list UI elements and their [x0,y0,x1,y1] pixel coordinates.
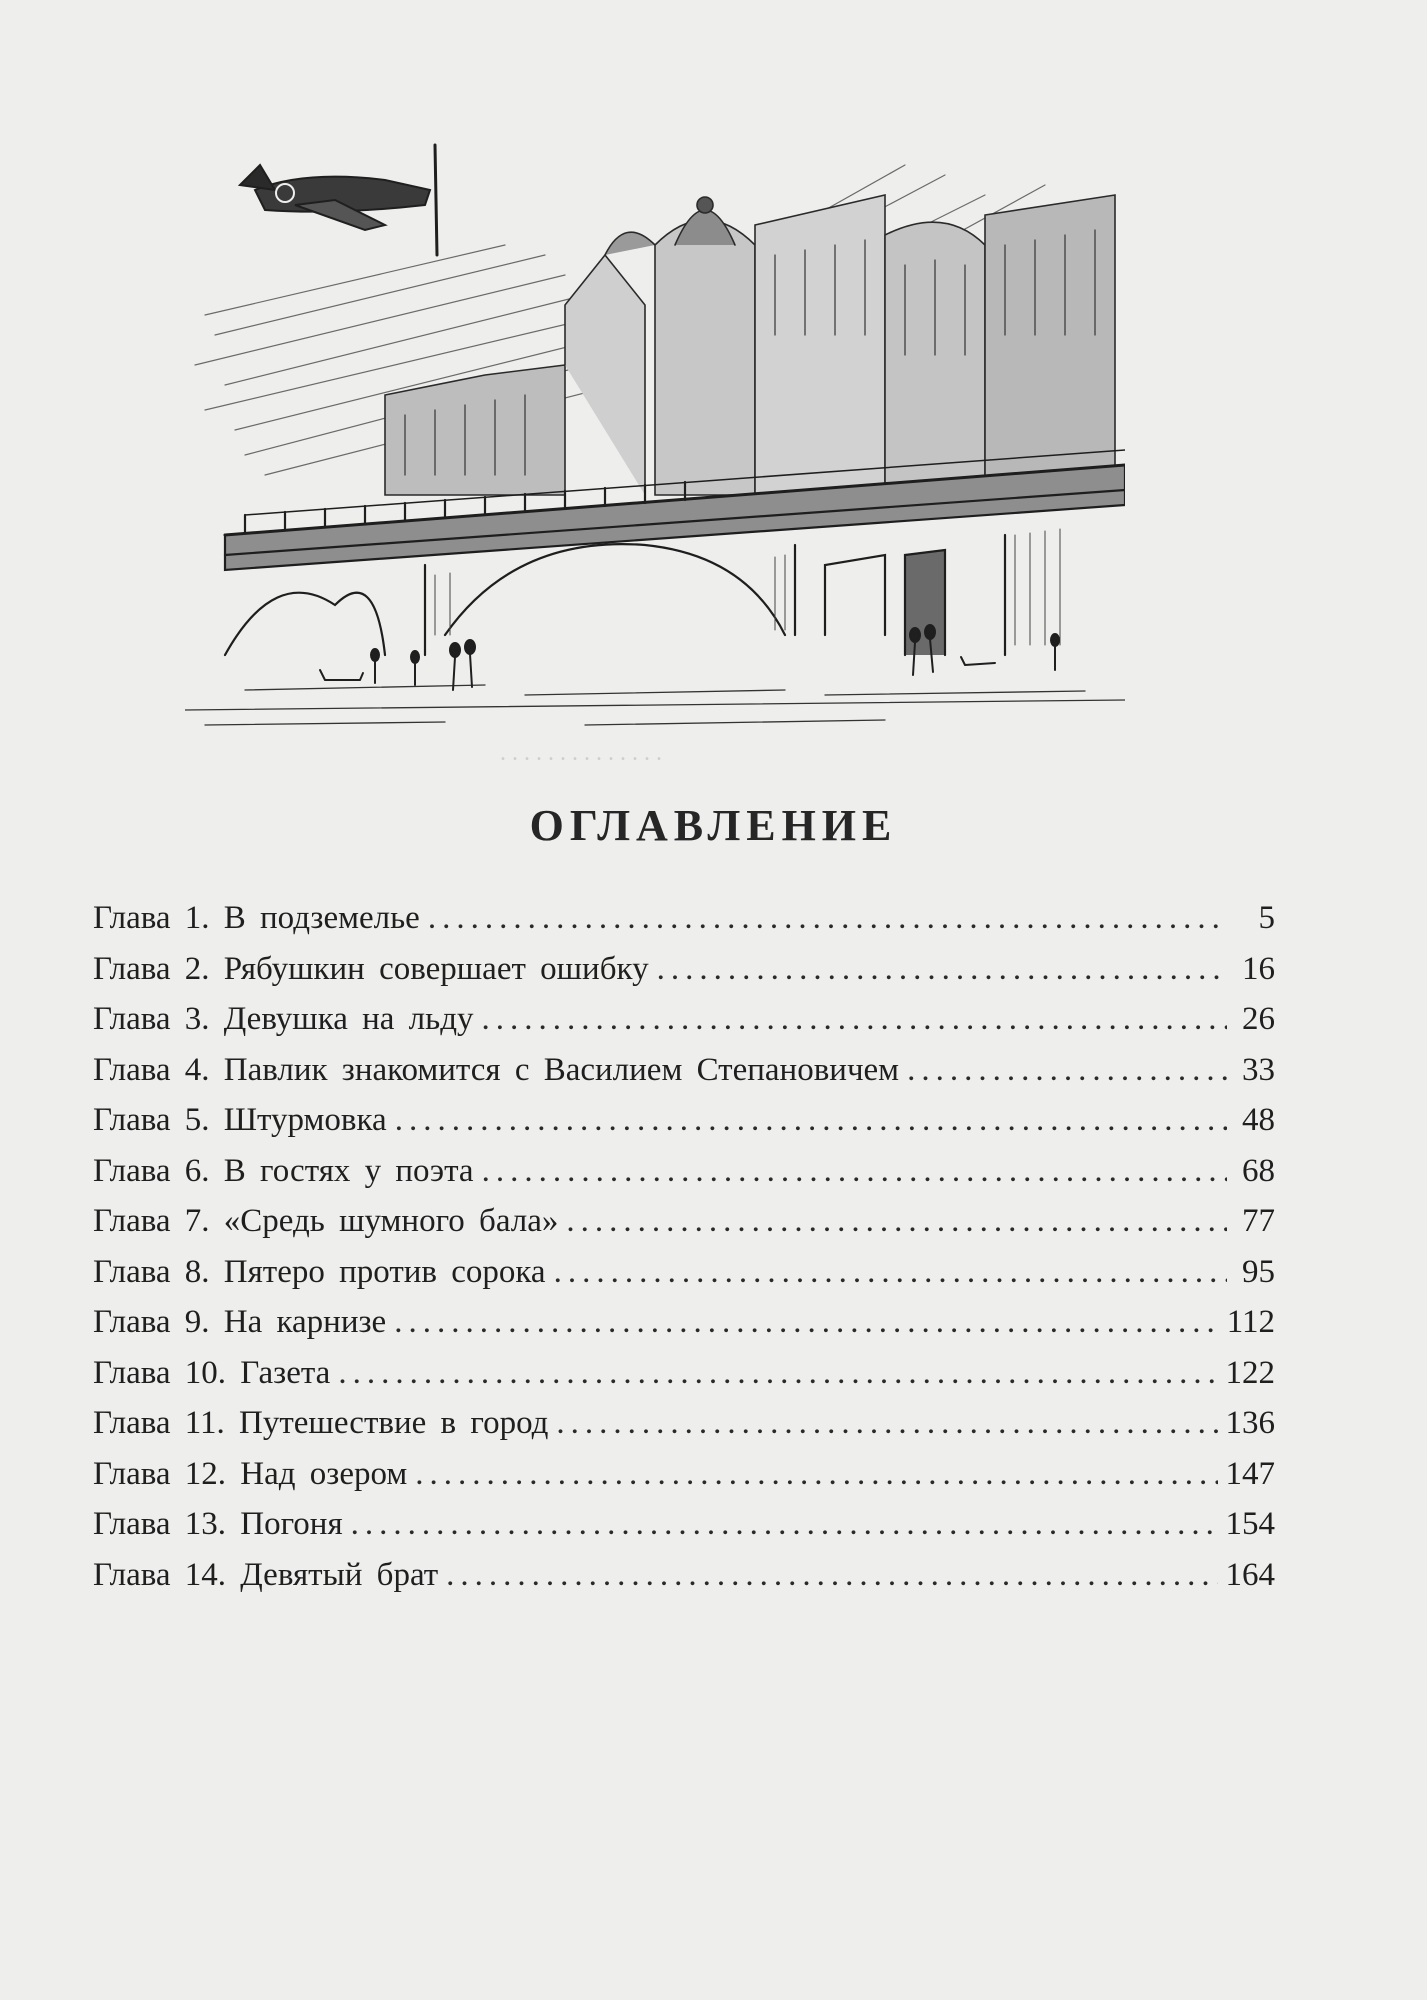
dot-leader [657,951,1227,988]
chapter-title: Газета [240,1354,331,1391]
dot-leader [338,1355,1217,1392]
page-number: 164 [1225,1556,1275,1593]
chapter-title: Путешествие в город [239,1405,549,1441]
chapter-title: Погоня [240,1506,343,1542]
toc-entry [93,1153,1275,1204]
page-number: 122 [1225,1354,1275,1391]
toc-entry [93,1506,1275,1557]
dot-leader [394,1304,1219,1341]
toc-entry [93,1203,1275,1254]
chapter-title: На карнизе [223,1304,387,1340]
page-number: 112 [1226,1304,1275,1340]
page-number: 48 [1242,1102,1275,1138]
dot-leader [415,1456,1217,1493]
toc-entry [93,900,1275,951]
toc-entry [93,1254,1275,1305]
toc-entry [93,1304,1275,1355]
chapter-title: В гостях у поэта [223,1152,474,1189]
page-number: 16 [1242,950,1275,987]
dot-leader [907,1052,1227,1089]
chapter-title: «Средь шумного бала» [223,1203,559,1239]
page-number: 77 [1242,1203,1275,1239]
page-title: ОГЛАВЛЕНИЕ [529,801,898,850]
page-number: 33 [1242,1051,1275,1088]
chapter-title: Над озером [240,1455,408,1492]
chapter-number: Глава 8. [93,1253,210,1290]
toc-entry [93,1052,1275,1103]
page-number: 154 [1225,1506,1275,1542]
chapter-number: Глава 12. [93,1455,227,1492]
dot-leader [482,1153,1227,1190]
toc-entry [93,1456,1275,1507]
chapter-number: Глава 6. [93,1152,210,1189]
chapter-number: Глава 11. [93,1405,225,1441]
chapter-title: Пятеро против сорока [223,1253,546,1290]
dot-leader [428,900,1227,937]
chapter-number: Глава 13. [93,1506,227,1542]
toc-entry [93,1557,1275,1608]
toc-entry [93,1355,1275,1406]
dot-leader [482,1001,1228,1038]
page-number: 5 [1258,900,1275,936]
dot-leader [554,1254,1227,1291]
dot-leader [351,1506,1218,1543]
table-of-contents [93,900,1275,1607]
chapter-number: Глава 2. [93,950,210,987]
chapter-number: Глава 3. [93,1001,210,1037]
dot-leader [395,1102,1227,1139]
chapter-number: Глава 14. [93,1556,227,1593]
chapter-number: Глава 5. [93,1102,210,1138]
chapter-title: Рябушкин совершает ошибку [223,950,649,987]
chapter-number: Глава 9. [93,1304,210,1340]
dot-leader [556,1405,1217,1442]
chapter-title: Девятый брат [240,1556,439,1593]
toc-entry [93,1102,1275,1153]
show-through-text: . . . . . . . . . . . . . . [500,740,662,766]
chapter-title: Штурмовка [223,1102,387,1138]
page-number: 26 [1242,1001,1275,1037]
chapter-title: Павлик знакомится с Василием Степановичем [223,1051,900,1088]
chapter-title: Девушка на льду [223,1001,474,1037]
dot-leader [566,1203,1227,1240]
chapter-number: Глава 1. [93,900,210,936]
dot-leader [446,1557,1217,1594]
chapter-title: В подземелье [223,900,420,936]
page-number: 136 [1225,1405,1275,1441]
page-number: 147 [1225,1455,1275,1492]
toc-entry [93,1405,1275,1456]
page-number: 95 [1242,1253,1275,1290]
bridge-illustration [185,135,1125,735]
page-number: 68 [1242,1152,1275,1189]
chapter-number: Глава 10. [93,1354,227,1391]
chapter-number: Глава 7. [93,1203,210,1239]
airplane-drawing [240,145,437,255]
toc-entry [93,951,1275,1002]
toc-entry [93,1001,1275,1052]
chapter-number: Глава 4. [93,1051,210,1088]
